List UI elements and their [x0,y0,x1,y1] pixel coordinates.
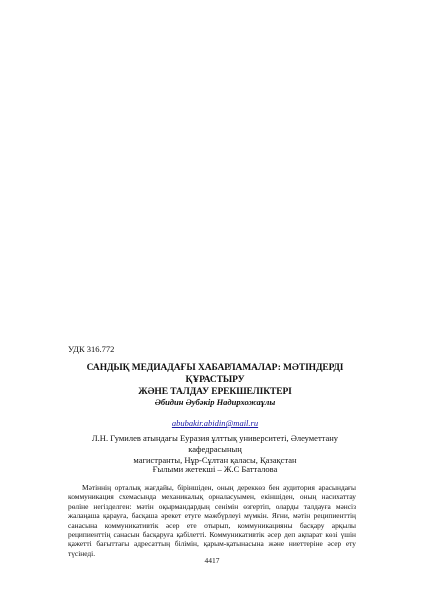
paper-title [60,362,370,398]
page-number: 4417 [204,556,220,565]
udc-code: УДК 316.772 [68,344,115,354]
scientific-advisor: Ғылыми жетекші – Ж.С Батталова [152,464,278,474]
title-line-1: САНДЫҚ МЕДИАДАҒЫ ХАБАРЛАМАЛАР: МӘТІНДЕРДІ ҚҰРАСТЫРУ [86,363,344,385]
abstract-paragraph: Мәтіннің орталық жағдайы, біріншіден, оның дереккөз бен аудитория арасындағы коммуникация схемасында механикалық орналасуымен, екіншіден, оның насихаттау рөліне негізделген: мәтін оқырмандардың сенімін өзгертіп, оларды талдауға мәнсіз жалаңаша қарауға, басқаша әрекет етуге мәжбүрлеуі мүмкін. Яғни, мәтін реципиенттің санасына коммуникативтік әсер ете отырып, коммуникацияны басқару арқылы реципиенттің санасын басқаруға қабілетті. Коммуникативтік әсер деп ақпарат көзі үшін қажетті бағыттағы адресаттың білімін, қарым-қатынасына және ниеттеріне әсер ету түсінеді. [68,483,356,558]
affiliation-line-1: Л.Н. Гумилев атындағы Еуразия ұлттық университеті, Әлеуметтану кафедрасының [91,433,339,454]
affiliation-line-2: магистранты, Нұр-Сұлтан қаласы, Қазақстан [133,455,297,465]
author-affiliation [84,433,346,466]
title-line-2: ЖӘНЕ ТАЛДАУ ЕРЕКШЕЛІКТЕРІ [138,387,292,397]
author-email-link[interactable]: abubakir.abidin@mail.ru [171,418,259,428]
author-name: Әбидин Әубәкір Надирхожаұлы [154,397,276,407]
